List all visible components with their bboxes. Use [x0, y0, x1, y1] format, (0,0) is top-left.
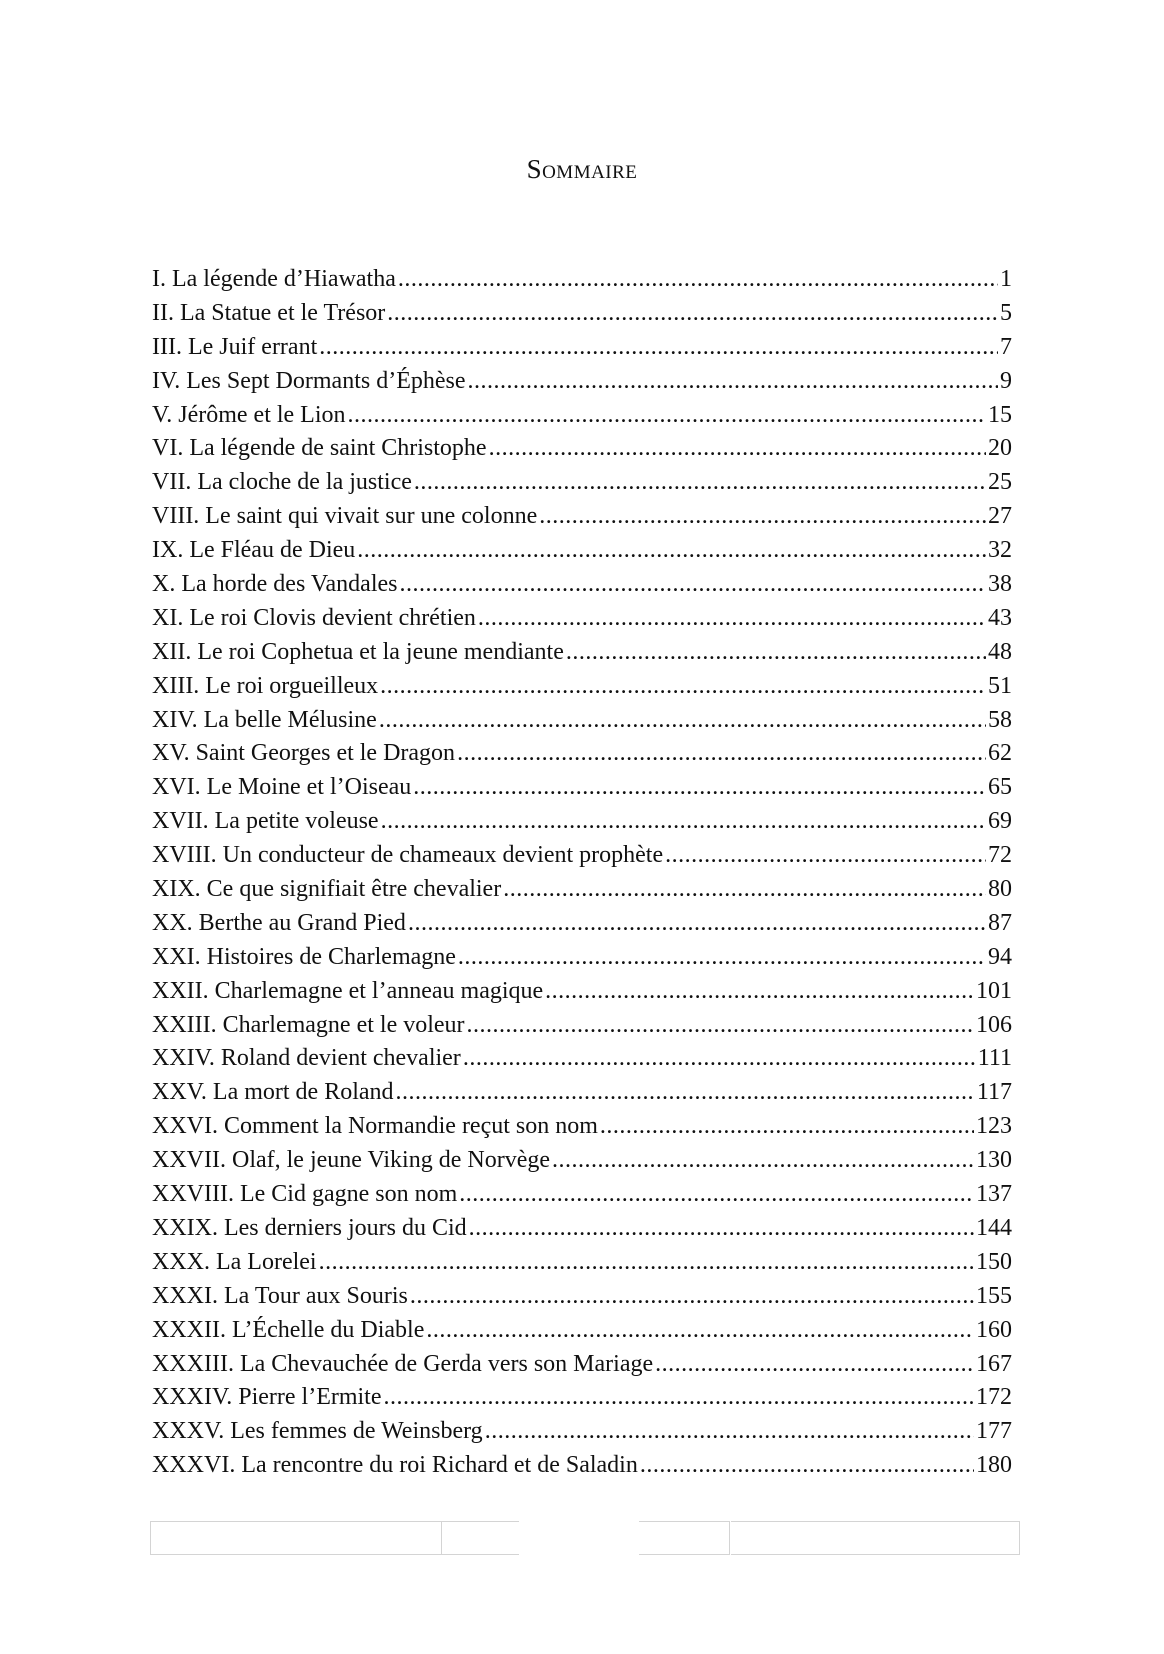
toc-entry-page-number: 65 — [988, 774, 1012, 801]
toc-entry[interactable] — [152, 636, 1012, 670]
toc-entry-page-number: 38 — [988, 571, 1012, 598]
toc-entry[interactable] — [152, 1212, 1012, 1246]
toc-entry[interactable] — [152, 602, 1012, 636]
toc-entry[interactable] — [152, 839, 1012, 873]
dot-leader — [665, 839, 986, 873]
toc-entry[interactable] — [152, 1381, 1012, 1415]
dot-leader — [357, 534, 986, 568]
toc-entry[interactable] — [152, 1449, 1012, 1483]
dot-leader — [319, 1246, 974, 1280]
toc-entry-title: VII. La cloche de la justice — [152, 469, 412, 496]
toc-entry[interactable] — [152, 263, 1012, 297]
toc-entry-title: XXI. Histoires de Charlemagne — [152, 943, 456, 970]
dot-leader — [468, 365, 999, 399]
footer-table — [150, 1521, 1020, 1555]
dot-leader — [489, 432, 986, 466]
footer-cell — [441, 1521, 519, 1555]
toc-entry-title: XII. Le roi Cophetua et la jeune mendiante — [152, 638, 564, 665]
toc-entry[interactable] — [152, 975, 1012, 1009]
dot-leader — [478, 602, 986, 636]
toc-entry-page-number: 43 — [988, 604, 1012, 631]
toc-entry[interactable] — [152, 534, 1012, 568]
toc-entry[interactable] — [152, 941, 1012, 975]
toc-entry-page-number: 15 — [988, 401, 1012, 428]
toc-entry-title: XXXIII. La Chevauchée de Gerda vers son Mariage — [152, 1350, 654, 1377]
toc-entry-title: VI. La légende de saint Christophe — [152, 435, 487, 462]
dot-leader — [348, 399, 986, 433]
dot-leader — [319, 331, 998, 365]
table-of-contents — [152, 263, 1012, 1483]
toc-entry-title: XIII. Le roi orgueilleux — [152, 672, 379, 699]
dot-leader — [413, 771, 986, 805]
toc-entry-title: XXXVI. La rencontre du roi Richard et de Saladin — [152, 1452, 638, 1479]
toc-entry-page-number: 32 — [988, 537, 1012, 564]
toc-entry[interactable] — [152, 1076, 1012, 1110]
toc-entry-title: XXVII. Olaf, le jeune Viking de Norvège — [152, 1147, 550, 1174]
toc-entry[interactable] — [152, 1009, 1012, 1043]
dot-leader — [655, 1348, 974, 1382]
toc-entry-title: XXXII. L’Échelle du Diable — [152, 1316, 425, 1343]
toc-entry-title: III. Le Juif errant — [152, 333, 318, 360]
toc-entry[interactable] — [152, 466, 1012, 500]
toc-entry[interactable] — [152, 704, 1012, 738]
toc-entry-title: XV. Saint Georges et le Dragon — [152, 740, 456, 767]
dot-leader — [408, 907, 986, 941]
toc-entry-title: XXXI. La Tour aux Souris — [152, 1282, 408, 1309]
toc-entry-title: XXXIV. Pierre l’Ermite — [152, 1384, 382, 1411]
toc-entry[interactable] — [152, 771, 1012, 805]
toc-entry[interactable] — [152, 365, 1012, 399]
toc-entry-page-number: 80 — [988, 876, 1012, 903]
dot-leader — [384, 1381, 975, 1415]
toc-entry-title: XXVI. Comment la Normandie reçut son nom — [152, 1113, 598, 1140]
toc-entry-page-number: 172 — [976, 1384, 1012, 1411]
toc-entry-page-number: 27 — [988, 503, 1012, 530]
toc-entry[interactable] — [152, 1144, 1012, 1178]
toc-entry-title: II. La Statue et le Trésor — [152, 299, 386, 326]
toc-entry-page-number: 150 — [976, 1248, 1012, 1275]
toc-entry-title: IX. Le Fléau de Dieu — [152, 537, 356, 564]
toc-entry-title: XXX. La Lorelei — [152, 1248, 317, 1275]
dot-leader — [467, 1009, 974, 1043]
toc-entry-page-number: 180 — [976, 1452, 1012, 1479]
dot-leader — [463, 1042, 976, 1076]
dot-leader — [398, 263, 998, 297]
dot-leader — [414, 466, 986, 500]
dot-leader — [539, 500, 986, 534]
toc-entry-page-number: 58 — [988, 706, 1012, 733]
toc-entry-title: XXVIII. Le Cid gagne son nom — [152, 1181, 458, 1208]
dot-leader — [387, 297, 998, 331]
toc-entry-page-number: 106 — [976, 1011, 1012, 1038]
toc-entry-title: XXIII. Charlemagne et le voleur — [152, 1011, 465, 1038]
toc-entry[interactable] — [152, 737, 1012, 771]
dot-leader — [396, 1076, 975, 1110]
toc-entry-page-number: 5 — [1000, 299, 1012, 326]
toc-entry-title: IV. Les Sept Dormants d’Éphèse — [152, 367, 466, 394]
toc-entry-page-number: 123 — [976, 1113, 1012, 1140]
toc-entry-page-number: 94 — [988, 943, 1012, 970]
toc-entry-page-number: 177 — [976, 1418, 1012, 1445]
toc-entry-title: XXXV. Les femmes de Weinsberg — [152, 1418, 483, 1445]
toc-entry-title: XIV. La belle Mélusine — [152, 706, 377, 733]
toc-entry-page-number: 160 — [976, 1316, 1012, 1343]
toc-entry[interactable] — [152, 432, 1012, 466]
toc-entry[interactable] — [152, 1042, 1012, 1076]
toc-entry[interactable] — [152, 399, 1012, 433]
dot-leader — [426, 1314, 974, 1348]
dot-leader — [379, 704, 986, 738]
dot-leader — [380, 670, 986, 704]
toc-entry-page-number: 69 — [988, 808, 1012, 835]
toc-entry-title: XX. Berthe au Grand Pied — [152, 909, 406, 936]
footer-cell — [731, 1521, 1020, 1555]
toc-entry[interactable] — [152, 1348, 1012, 1382]
dot-leader — [503, 873, 986, 907]
dot-leader — [458, 941, 986, 975]
toc-entry[interactable] — [152, 907, 1012, 941]
toc-entry-title: XXV. La mort de Roland — [152, 1079, 394, 1106]
toc-entry-title: XVIII. Un conducteur de chameaux devient prophète — [152, 842, 664, 869]
toc-entry-title: XVII. La petite voleuse — [152, 808, 379, 835]
toc-entry-title: I. La légende d’Hiawatha — [152, 266, 396, 292]
toc-entry[interactable] — [152, 1280, 1012, 1314]
toc-entry-page-number: 117 — [976, 1079, 1012, 1106]
toc-entry[interactable] — [152, 1415, 1012, 1449]
dot-leader — [545, 975, 974, 1009]
footer-cell — [639, 1521, 730, 1555]
toc-entry-page-number: 72 — [988, 842, 1012, 869]
dot-leader — [600, 1110, 974, 1144]
dot-leader — [640, 1449, 974, 1483]
toc-entry-page-number: 7 — [1000, 333, 1012, 360]
toc-entry-page-number: 144 — [976, 1214, 1012, 1241]
dot-leader — [459, 1178, 974, 1212]
toc-entry[interactable] — [152, 1246, 1012, 1280]
toc-entry-title: X. La horde des Vandales — [152, 571, 398, 598]
toc-entry-page-number: 20 — [988, 435, 1012, 462]
toc-entry-page-number: 48 — [988, 638, 1012, 665]
toc-entry-page-number: 25 — [988, 469, 1012, 496]
dot-leader — [457, 737, 986, 771]
toc-entry-title: XXII. Charlemagne et l’anneau magique — [152, 977, 544, 1004]
toc-entry-page-number: 62 — [988, 740, 1012, 767]
toc-entry-page-number: 87 — [988, 909, 1012, 936]
toc-entry[interactable] — [152, 331, 1012, 365]
toc-entry-title: XXIX. Les derniers jours du Cid — [152, 1214, 467, 1241]
toc-entry-page-number: 167 — [976, 1350, 1012, 1377]
toc-entry-title: XIX. Ce que signifiait être chevalier — [152, 876, 502, 903]
dot-leader — [566, 636, 986, 670]
toc-entry[interactable] — [152, 568, 1012, 602]
toc-entry-page-number: 101 — [976, 977, 1012, 1004]
footer-cell — [150, 1521, 442, 1555]
toc-entry[interactable] — [152, 670, 1012, 704]
dot-leader — [469, 1212, 974, 1246]
toc-entry-title: V. Jérôme et le Lion — [152, 401, 346, 428]
dot-leader — [485, 1415, 974, 1449]
toc-entry-page-number: 155 — [976, 1282, 1012, 1309]
toc-entry-page-number: 130 — [976, 1147, 1012, 1174]
toc-entry-title: XVI. Le Moine et l’Oiseau — [152, 774, 412, 801]
toc-entry[interactable] — [152, 1314, 1012, 1348]
toc-entry[interactable] — [152, 805, 1012, 839]
toc-entry[interactable] — [152, 873, 1012, 907]
page-title: Sommaire — [526, 154, 638, 184]
toc-entry-title: XXIV. Roland devient chevalier — [152, 1045, 461, 1072]
dot-leader — [399, 568, 986, 602]
toc-entry-title: XI. Le roi Clovis devient chrétien — [152, 604, 476, 631]
toc-entry-page-number: 111 — [977, 1045, 1012, 1072]
toc-entry[interactable] — [152, 1110, 1012, 1144]
dot-leader — [410, 1280, 974, 1314]
toc-entry-page-number: 137 — [976, 1181, 1012, 1208]
toc-entry[interactable] — [152, 297, 1012, 331]
dot-leader — [381, 805, 986, 839]
toc-entry-page-number: 9 — [1000, 367, 1012, 394]
toc-entry-page-number: 51 — [988, 672, 1012, 699]
toc-entry[interactable] — [152, 500, 1012, 534]
dot-leader — [552, 1144, 974, 1178]
toc-entry-title: VIII. Le saint qui vivait sur une colonne — [152, 503, 538, 530]
toc-entry[interactable] — [152, 1178, 1012, 1212]
toc-entry-page-number: 1 — [1000, 266, 1012, 292]
